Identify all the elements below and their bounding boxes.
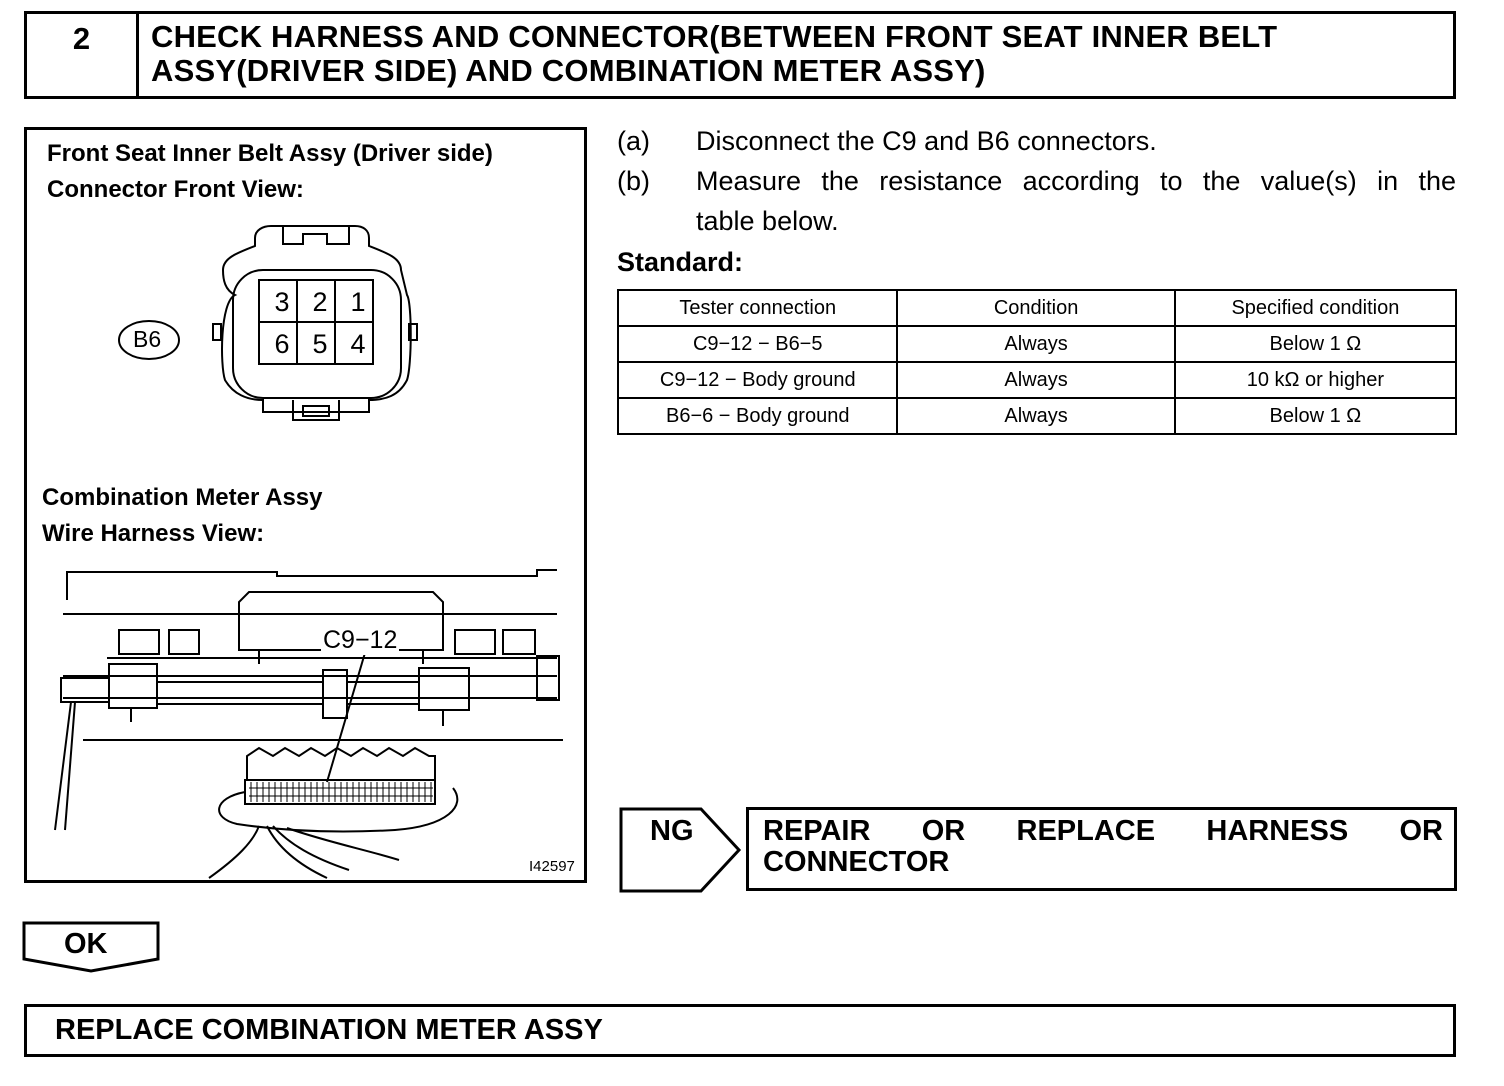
b6-pins-top-row bbox=[263, 287, 377, 318]
ng-action-line2: CONNECTOR bbox=[763, 846, 950, 878]
b6-pins-bottom-row bbox=[263, 329, 377, 360]
table-cell: 10 kΩ or higher bbox=[1175, 362, 1456, 398]
step-b-letter: (b) bbox=[617, 166, 650, 196]
pin-label: 3 bbox=[274, 287, 290, 317]
pin-label: 6 bbox=[274, 329, 290, 359]
step-title-line2: ASSY(DRIVER SIDE) AND COMBINATION METER ASSY) bbox=[151, 53, 986, 88]
step-b-text-line2: table below. bbox=[696, 206, 839, 236]
standard-label: Standard: bbox=[617, 247, 744, 277]
connector-illustration bbox=[24, 127, 587, 883]
table-header: Tester connection bbox=[618, 290, 897, 326]
table-cell: Always bbox=[897, 362, 1174, 398]
table-row bbox=[618, 362, 1456, 398]
table-header: Condition bbox=[897, 290, 1174, 326]
table-row bbox=[618, 398, 1456, 434]
ng-action-text bbox=[763, 816, 1443, 878]
connector1-title-line2: Connector Front View: bbox=[47, 176, 304, 203]
table-cell: C9−12 − Body ground bbox=[618, 362, 897, 398]
table-cell: B6−6 − Body ground bbox=[618, 398, 897, 434]
c9-12-label: C9−12 bbox=[323, 626, 398, 654]
connector2-title-line1: Combination Meter Assy bbox=[42, 484, 323, 511]
connector1-title-line1: Front Seat Inner Belt Assy (Driver side) bbox=[47, 140, 493, 167]
table-cell: Always bbox=[897, 398, 1174, 434]
ok-label: OK bbox=[64, 928, 108, 960]
table-header: Specified condition bbox=[1175, 290, 1456, 326]
table-cell: Below 1 Ω bbox=[1175, 398, 1456, 434]
ng-action-line1: REPAIR OR REPLACE HARNESS OR bbox=[763, 815, 1443, 847]
ng-label: NG bbox=[650, 815, 694, 847]
step-a-letter: (a) bbox=[617, 126, 650, 156]
step-title-line1: CHECK HARNESS AND CONNECTOR(BETWEEN FRONT SEAT INNER BELT bbox=[151, 19, 1278, 54]
c9-12-leader-line bbox=[327, 646, 367, 782]
b6-connector-outline bbox=[222, 226, 411, 412]
harness-connector-top bbox=[247, 748, 435, 780]
step-header bbox=[24, 11, 1456, 99]
final-action-box bbox=[24, 1004, 1456, 1057]
figure-id: I42597 bbox=[529, 858, 575, 875]
pin-label: 2 bbox=[312, 287, 328, 317]
table-cell: Always bbox=[897, 326, 1174, 362]
table-row bbox=[618, 326, 1456, 362]
step-a-text: Disconnect the C9 and B6 connectors. bbox=[696, 126, 1157, 156]
connector2-title-line2: Wire Harness View: bbox=[42, 520, 265, 547]
pin-label: 1 bbox=[350, 287, 366, 317]
pin-label: 5 bbox=[312, 329, 328, 359]
b6-code-label: B6 bbox=[133, 326, 162, 352]
final-action-text: REPLACE COMBINATION METER ASSY bbox=[55, 1014, 603, 1046]
table-cell: C9−12 − B6−5 bbox=[618, 326, 897, 362]
pin-label: 4 bbox=[350, 329, 366, 359]
step-b-text-line1: Measure the resistance according to the value(s) in the bbox=[696, 166, 1456, 196]
ng-action-box bbox=[746, 807, 1457, 891]
step-title bbox=[151, 20, 1441, 88]
table-cell: Below 1 Ω bbox=[1175, 326, 1456, 362]
table-header-row bbox=[618, 290, 1456, 326]
resistance-spec-table bbox=[617, 289, 1457, 435]
step-number: 2 bbox=[27, 14, 139, 96]
